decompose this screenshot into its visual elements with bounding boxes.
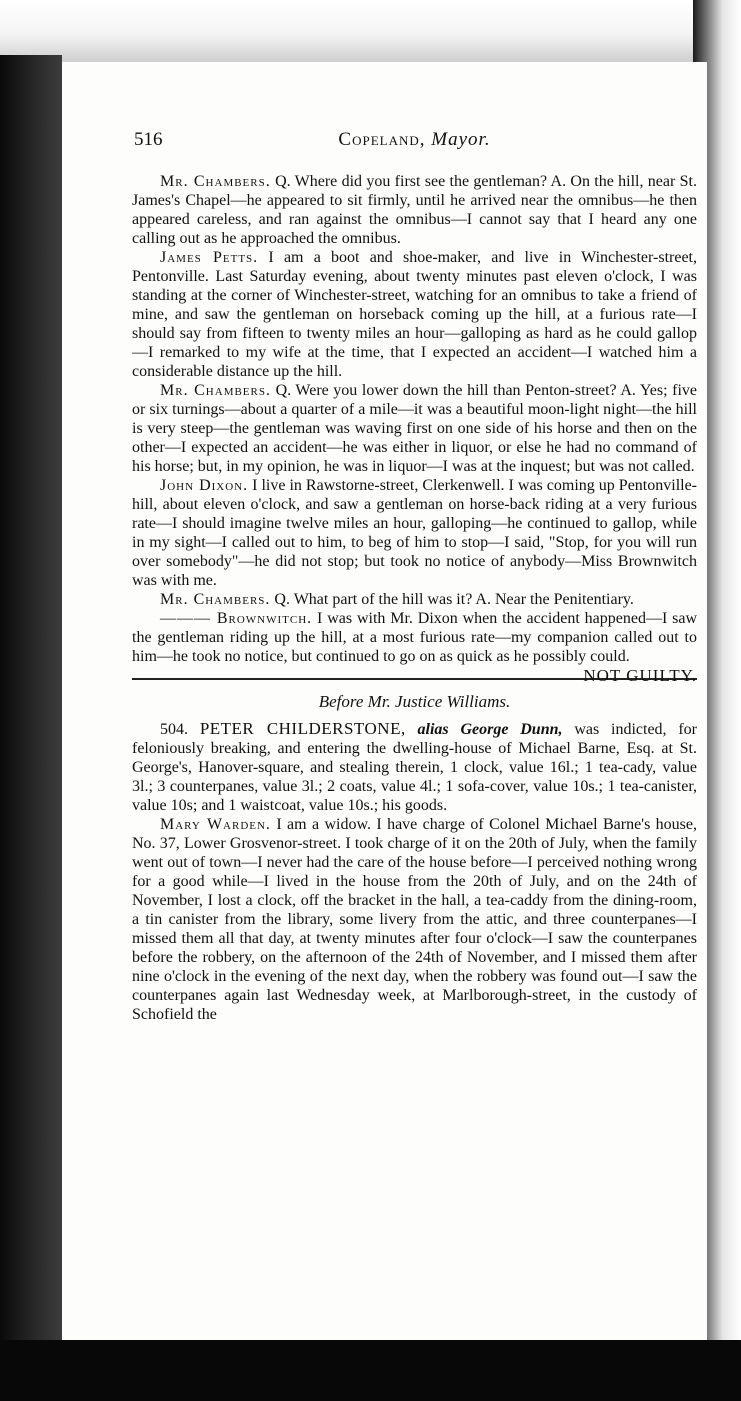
speaker-name: Mary Warden. bbox=[160, 816, 271, 833]
scan-bottom-margin bbox=[0, 1340, 741, 1401]
testimony-paragraph bbox=[132, 815, 697, 1024]
testimony-text: I was with Mr. Dixon when the accident happened—I saw the gentleman riding up the hill, at a most furious rate—my companion called out to him—he took no notice, but continued to go on as quick as he possibly could. bbox=[132, 610, 698, 665]
testimony-text: Q. Were you lower down the hill than Penton-street? A. Yes; five or six turnings—about a quarter of a mile—it was a beautiful moon-light night—the hill is very steep—the gentleman was waving first on one side of his horse and then on the other—I expected an accident—he was either in liquor, or else he had no command of his horse; but, in my opinion, he was in liquor—I was at the inquest; but was not called. bbox=[132, 382, 698, 475]
running-title-name: Copeland, bbox=[338, 129, 426, 150]
testimony-paragraph bbox=[132, 248, 697, 381]
testimony-paragraph bbox=[132, 609, 698, 685]
testimony-text: Q. Where did you first see the gentleman? A. On the hill, near St. James's Chapel—he appeared to sit firmly, until he arrived near the omnibus—he then appeared careless, and ran against the omnibus—I cannot say that I heard any one calling out as he approached the omnibus. bbox=[132, 173, 697, 247]
running-title-role: Mayor. bbox=[431, 129, 491, 150]
testimony-paragraph bbox=[132, 381, 697, 476]
speaker-name: Mr. Chambers. bbox=[160, 173, 271, 190]
page-number: 516 bbox=[134, 129, 163, 150]
defendant-alias: alias George Dunn, bbox=[417, 721, 563, 738]
case-paragraph bbox=[132, 719, 697, 815]
testimony-paragraph bbox=[132, 476, 697, 590]
speaker-name: Mr. Chambers. bbox=[160, 591, 271, 608]
running-title bbox=[132, 130, 697, 149]
speaker-name: Mr. Chambers. bbox=[160, 382, 271, 399]
scan-top-margin bbox=[0, 0, 741, 62]
section-title: Before Mr. Justice Williams. bbox=[318, 692, 511, 711]
testimony-text: I live in Rawstorne-street, Clerkenwell. I was coming up Pentonville-hill, about eleven o'clock, and saw a gentleman on horse-back riding at a very furious rate—I should imagine twelve miles an hour, galloping—he continued to gallop, while in my sight—I called out to him, to beg of him to stop—I said, "Stop, for you will run over somebody"—he did not stop; but took no notice of anybody—Miss Brownwitch was with me. bbox=[132, 477, 698, 589]
defendant-name: PETER CHILDERSTONE, bbox=[199, 719, 406, 738]
case-number: 504. bbox=[160, 721, 188, 738]
testimony-paragraph bbox=[132, 590, 697, 609]
testimony-paragraph bbox=[132, 172, 697, 248]
testimony-text: Q. What part of the hill was it? A. Near the Penitentiary. bbox=[274, 591, 634, 608]
book-page bbox=[62, 62, 707, 1342]
testimony-text: I am a boot and shoe-maker, and live in Winchester-street, Pentonville. Last Saturday evening, about twenty minutes past eleven o'clock, I was standing at the corner of Winchester-street, watching for an omnibus to take a friend of mine, and saw the gentleman on horseback coming up the hill, at a furious rate—I should say from fifteen to twenty miles an hour—galloping as hard as he could gallop—I remarked to my wife at the time, that I expected an accident—I watched him a considerable distance up the hill. bbox=[132, 249, 697, 380]
testimony-text: I am a widow. I have charge of Colonel Michael Barne's house, No. 37, Lower Grosvenor-street. I took charge of it on the 20th of July, when the family went out of town—I never had the care of the house before—I perceived nothing wrong for a good while—I lived in the house from the 20th of July, and on the 24th of November, I lost a clock, off the bracket in the hall, a tea-caddy from the dining-room, a tin canister from the library, some livery from the attic, and three counterpanes—I missed them all that day, at twenty minutes after four o'clock—I saw the counterpanes before the robbery, on the afternoon of the 24th of November, and I missed them after nine o'clock in the evening of the next day, when the robbery was found out—I saw the counterpanes again last Wednesday week, at Marlborough-street, in the custody of Schofield the bbox=[132, 816, 698, 1023]
indictment-text: was indicted, for feloniously breaking, and entering the dwelling-house of Michael Barne, Esq. at St. George's, Hanover-square, and stealing therein, 1 clock, value 16l.; 1 tea-cady, value 3l.; 3 counterpanes, value 3l.; 2 coats, value 4l.; 1 sofa-cover, value 10s.; 1 tea-canister, value 10s; and 1 waistcoat, value 10s.; his goods. bbox=[132, 721, 698, 814]
speaker-name: John Dixon. bbox=[160, 477, 249, 494]
speaker-name: James Petts. bbox=[160, 249, 259, 266]
speaker-name: ——— Brownwitch. bbox=[160, 610, 313, 627]
running-head bbox=[132, 126, 697, 154]
verdict: NOT GUILTY. bbox=[583, 666, 697, 685]
book-spine-shadow bbox=[0, 55, 62, 1355]
